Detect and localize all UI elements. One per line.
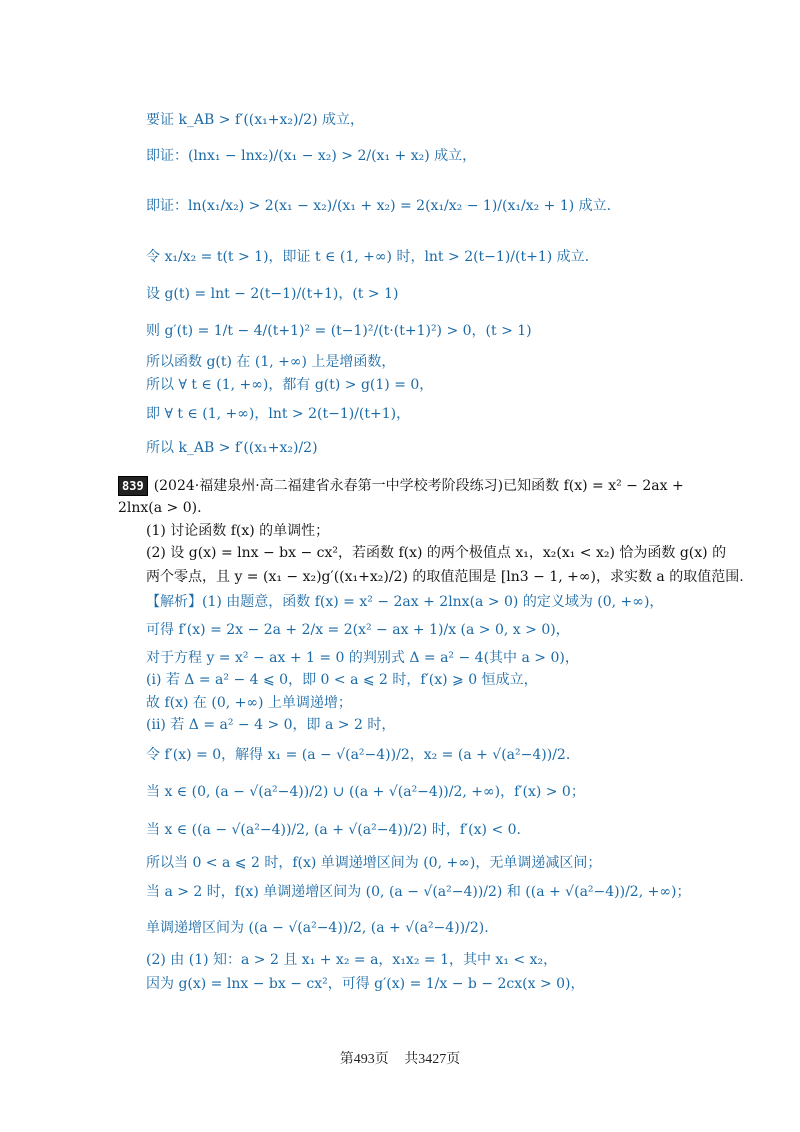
solution-line: 则 g′(t) = 1/t − 4/(t+1)² = (t−1)²/(t·(t+1)²) > 0，(t > 1) <box>146 323 532 339</box>
question-stem: 2lnx(a > 0). <box>118 500 202 516</box>
analysis-line: 当 x ∈ (0, (a − √(a²−4))/2) ∪ ((a + √(a²−4))/2, +∞)，f′(x) > 0； <box>146 784 585 800</box>
page-footer <box>0 1048 800 1068</box>
analysis-line: 当 x ∈ ((a − √(a²−4))/2, (a + √(a²−4))/2) 时，f′(x) < 0. <box>146 822 521 838</box>
solution-line: 设 g(t) = lnt − 2(t−1)/(t+1)，(t > 1) <box>146 286 399 302</box>
page-total: 共3427页 <box>404 1052 461 1067</box>
analysis-line: (ii) 若 Δ = a² − 4 > 0，即 a > 2 时， <box>146 717 396 733</box>
analysis-line: 对于方程 y = x² − ax + 1 = 0 的判别式 Δ = a² − 4(其中 a > 0)， <box>146 650 579 666</box>
solution-line: 所以 k_AB > f′((x₁+x₂)/2) <box>146 440 318 456</box>
analysis-line: 令 f′(x) = 0，解得 x₁ = (a − √(a²−4))/2，x₂ = (a + √(a²−4))/2. <box>146 747 571 763</box>
solution-line: 即证：ln(x₁/x₂) > 2(x₁ − x₂)/(x₁ + x₂) = 2(x₁/x₂ − 1)/(x₁/x₂ + 1) 成立. <box>146 198 612 214</box>
question-number-badge: 839 <box>118 476 148 496</box>
solution-line: 即证：(lnx₁ − lnx₂)/(x₁ − x₂) > 2/(x₁ + x₂) 成立， <box>146 148 477 164</box>
analysis-line: (2) 由 (1) 知：a > 2 且 x₁ + x₂ = a，x₁x₂ = 1，其中 x₁ < x₂， <box>146 952 558 968</box>
analysis-line: 所以当 0 < a ⩽ 2 时，f(x) 单调递增区间为 (0, +∞)，无单调递减区间； <box>146 855 602 871</box>
page-number: 第493页 <box>339 1052 389 1067</box>
analysis-line: 当 a > 2 时，f(x) 单调递增区间为 (0, (a − √(a²−4))/2) 和 ((a + √(a²−4))/2, +∞)； <box>146 884 691 900</box>
solution-line: 所以函数 g(t) 在 (1, +∞) 上是增函数， <box>146 354 396 370</box>
question-part-2: (2) 设 g(x) = lnx − bx − cx²，若函数 f(x) 的两个极值点 x₁，x₂(x₁ < x₂) 恰为函数 g(x) 的 <box>146 545 727 561</box>
analysis-line: 故 f(x) 在 (0, +∞) 上单调递增； <box>146 695 352 711</box>
analysis-line: 因为 g(x) = lnx − bx − cx²，可得 g′(x) = 1/x − b − 2cx(x > 0)， <box>146 976 585 992</box>
question-part-2-cont: 两个零点，且 y = (x₁ − x₂)g′((x₁+x₂)/2) 的取值范围是 [ln3 − 1, +∞)，求实数 a 的取值范围. <box>146 569 744 585</box>
solution-line: 要证 k_AB > f′((x₁+x₂)/2) 成立， <box>146 112 364 128</box>
solution-line: 令 x₁/x₂ = t(t > 1)，即证 t ∈ (1, +∞) 时，lnt > 2(t−1)/(t+1) 成立. <box>146 249 590 265</box>
analysis-line: 单调递增区间为 ((a − √(a²−4))/2, (a + √(a²−4))/2). <box>146 920 489 936</box>
analysis-line: 【解析】(1) 由题意，函数 f(x) = x² − 2ax + 2lnx(a > 0) 的定义域为 (0, +∞)， <box>146 594 664 610</box>
solution-line: 即 ∀ t ∈ (1, +∞)，lnt > 2(t−1)/(t+1)， <box>146 406 411 422</box>
analysis-line: 可得 f′(x) = 2x − 2a + 2/x = 2(x² − ax + 1)/x (a > 0, x > 0)， <box>146 622 570 638</box>
solution-line: 所以 ∀ t ∈ (1, +∞)，都有 g(t) > g(1) = 0， <box>146 377 434 393</box>
analysis-line: (i) 若 Δ = a² − 4 ⩽ 0，即 0 < a ⩽ 2 时，f′(x) ⩾ 0 恒成立， <box>146 672 538 688</box>
question-part-1: (1) 讨论函数 f(x) 的单调性； <box>146 523 330 539</box>
question-source: (2024·福建泉州·高二福建省永春第一中学校考阶段练习)已知函数 f(x) = x² − 2ax + <box>153 478 684 494</box>
question-header <box>118 476 684 496</box>
